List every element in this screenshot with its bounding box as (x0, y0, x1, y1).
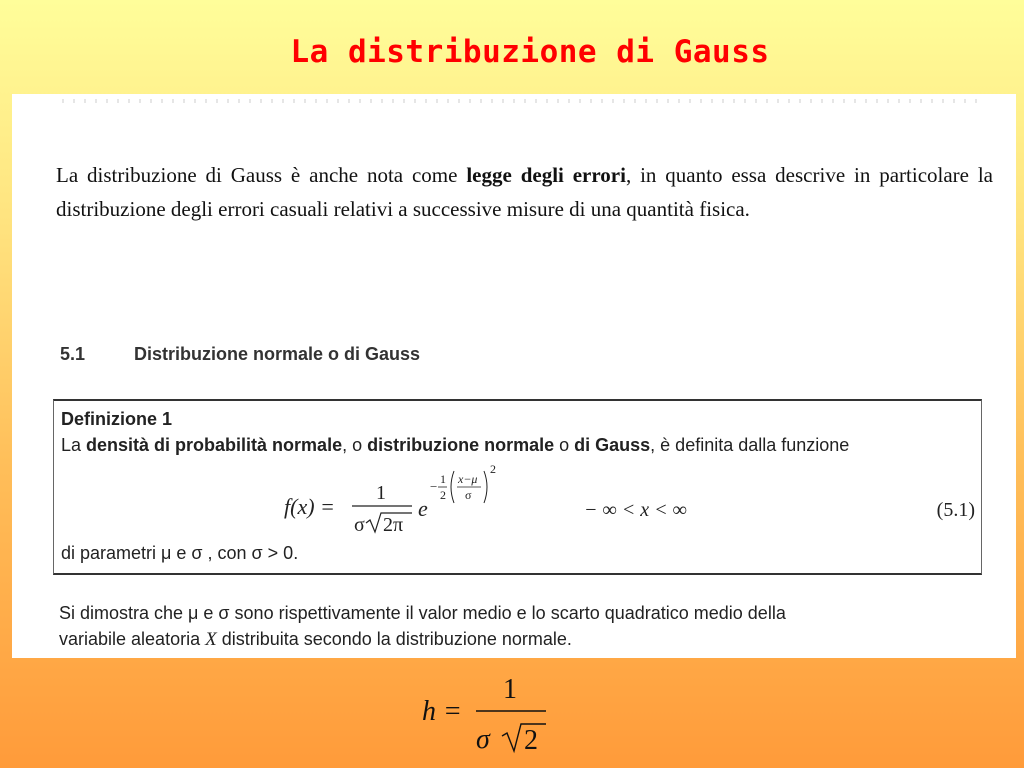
intro-text-2: , in quanto essa descrive in particolare la distribuzione degli errori casuali relativi a successive misure di una quantità fisica. (56, 163, 994, 221)
def-part: o (554, 435, 575, 455)
scan-artifact (62, 99, 982, 103)
exp-frac-den: σ (465, 488, 472, 502)
proof-note (59, 600, 979, 653)
intro-paragraph (56, 158, 993, 226)
intro-text-1: La distribuzione di Gauss è anche nota come (56, 163, 467, 187)
h-sigma: σ (476, 724, 490, 755)
exp-half-den: 2 (440, 488, 446, 502)
proof-text: distribuita secondo la distribuzione normale. (216, 629, 572, 649)
formula-radicand: 2π (383, 514, 404, 536)
section-title: Distribuzione normale o di Gauss (134, 344, 421, 364)
formula-numerator: 1 (376, 482, 386, 504)
formula-range: − ∞ < x < ∞ (584, 499, 687, 521)
definition-box (53, 399, 982, 575)
section-number: 5.1 (60, 344, 86, 364)
def-term-normal: distribuzione normale (367, 435, 555, 455)
def-term-density: densità di probabilità normale (86, 435, 343, 455)
proof-variable: X (205, 629, 217, 650)
proof-line-2 (59, 626, 979, 653)
exp-power: 2 (490, 462, 496, 476)
def-term-gauss: di Gauss (574, 435, 651, 455)
content-panel (12, 94, 1016, 658)
section-heading (60, 344, 420, 365)
formula-lhs: f(x) = (284, 494, 335, 519)
def-part: La (61, 435, 87, 455)
h-radicand: 2 (524, 725, 538, 756)
def-part: , o (342, 435, 368, 455)
intro-bold-term: legge degli errori (466, 163, 626, 187)
gauss-formula (284, 461, 734, 541)
slide-title: La distribuzione di Gauss (290, 34, 770, 70)
definition-heading: Definizione 1 (61, 409, 173, 429)
h-lhs: h = (422, 696, 462, 727)
h-numerator: 1 (503, 674, 517, 705)
def-part: , è definita dalla funzione (650, 435, 850, 455)
equation-number: (5.1) (936, 499, 975, 521)
exp-minus: − (430, 479, 438, 494)
proof-text: variabile aleatoria (59, 629, 206, 649)
definition-text (61, 435, 849, 456)
proof-line-1: Si dimostra che μ e σ sono rispettivamente il valor medio e lo scarto quadratico medio della (59, 603, 786, 623)
formula-e: e (418, 496, 428, 521)
definition-params: di parametri μ e σ , con σ > 0. (61, 543, 299, 563)
exp-frac-num: x−μ (458, 472, 478, 486)
formula-sigma: σ (354, 514, 365, 536)
h-formula (418, 668, 558, 760)
exp-half-num: 1 (440, 472, 446, 486)
